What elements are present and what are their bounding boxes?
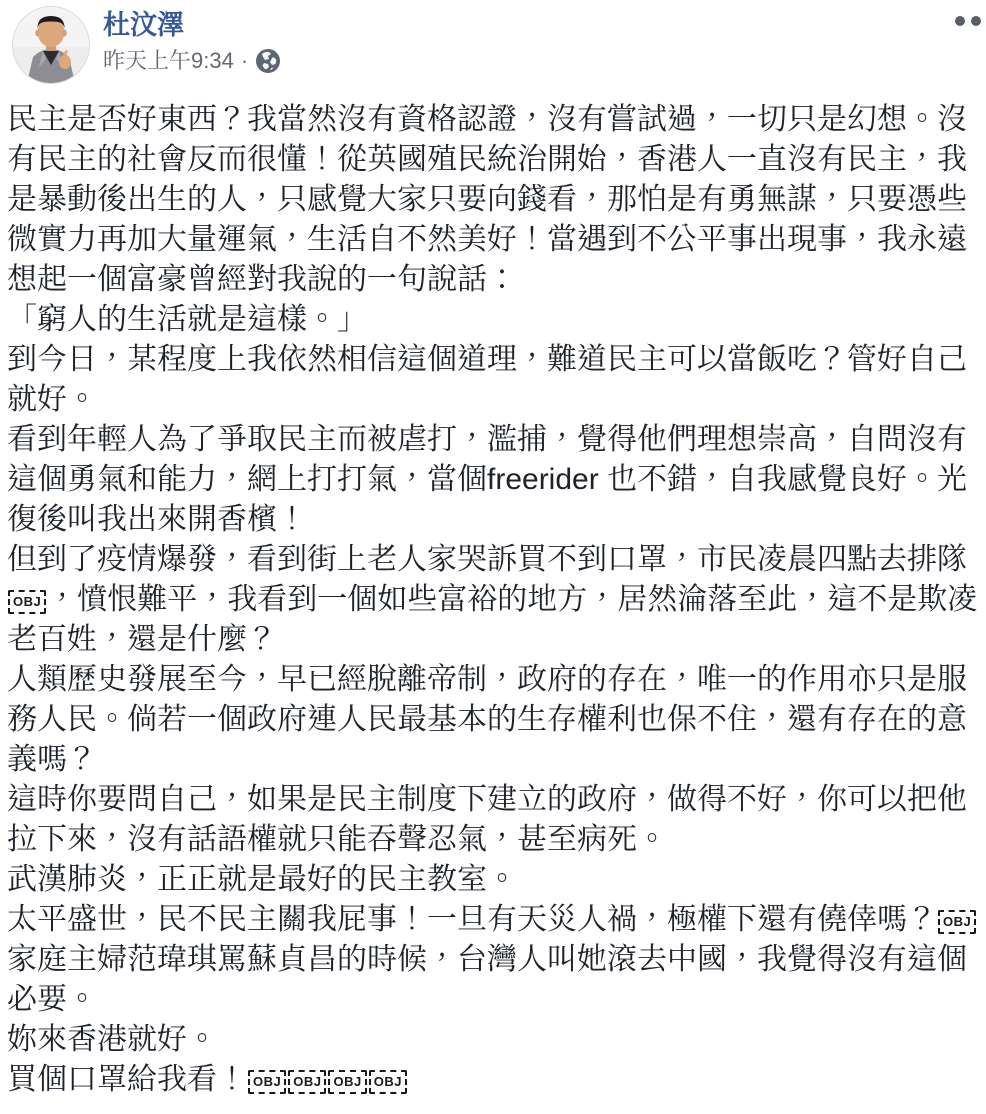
ellipsis-dot-icon — [971, 16, 981, 26]
post-paragraph: 武漢肺炎，正正就是最好的民主教室。 — [7, 863, 517, 896]
post-paragraph: 這時你要問自己，如果是民主制度下建立的政府，做得不好，你可以把他拉下來，沒有話語權就只能吞聲忍氣，甚至病死。 — [7, 783, 967, 856]
ellipsis-dot-icon — [955, 16, 965, 26]
header-meta — [103, 6, 281, 74]
post-paragraph: 「窮人的生活就是這樣。」 — [7, 303, 367, 336]
object-replacement-icon: OBJ — [248, 1070, 286, 1094]
meta-separator-dot: · — [240, 48, 249, 73]
author-name-link[interactable]: 杜汶澤 — [103, 10, 184, 40]
post-body — [0, 94, 986, 1100]
post-paragraph: 買個口罩給我看！ OBJ OBJ OBJ OBJ — [7, 1060, 979, 1100]
post-paragraph: 民主是否好東西？我當然沒有資格認證，沒有嘗試過，一切只是幻想。沒有民主的社會反而很懂！從英國殖民統治開始，香港人一直沒有民主，我是暴動後出生的人，只感覺大家只要向錢看，那怕是有勇無謀，只要憑些微實力再加大量運氣，生活自不然美好！當遇到不公平事出現事，我永遠想起一個富豪曾經對我說的一句說話： — [7, 103, 967, 296]
post-options-menu-button[interactable] — [953, 14, 983, 28]
object-replacement-icon: OBJ — [328, 1070, 366, 1094]
avatar[interactable] — [12, 6, 90, 84]
timestamp-link[interactable]: 昨天上午9:34 — [103, 48, 234, 73]
post-paragraph: 太平盛世，民不民主關我屁事！一旦有天災人禍，極權下還有僥倖嗎？ OBJ家庭主婦范瑋琪罵蘇貞昌的時候，台灣人叫她滾去中國，我覺得沒有這個必要。 — [7, 900, 979, 1020]
object-replacement-icon: OBJ — [369, 1070, 407, 1094]
post-paragraph: 但到了疫情爆發，看到街上老人家哭訴買不到口罩，市民凌晨四點去排隊OBJ ，憤恨難平，我看到一個如些富裕的地方，居然淪落至此，這不是欺凌老百姓，還是什麼？ — [7, 543, 978, 656]
post-paragraph: 人類歷史發展至今，早已經脫離帝制，政府的存在，唯一的作用亦只是服務人民。倘若一個政府連人民最基本的生存權利也保不住，還有存在的意義嗎？ — [7, 663, 967, 776]
avatar-photo-graphic — [13, 7, 89, 83]
post-header — [0, 0, 986, 94]
post-paragraph: 到今日，某程度上我依然相信這個道理，難道民主可以當飯吃？管好自己就好。 — [7, 343, 967, 416]
object-replacement-icon: OBJ — [938, 910, 976, 934]
post-meta-row — [103, 47, 281, 74]
post-paragraph: 妳來香港就好。 — [7, 1023, 217, 1056]
privacy-globe-icon — [255, 48, 281, 74]
object-replacement-icon: OBJ — [288, 1070, 326, 1094]
object-replacement-icon: OBJ — [8, 590, 46, 614]
post-paragraph: 看到年輕人為了爭取民主而被虐打，濫捕，覺得他們理想崇高，自問沒有這個勇氣和能力，網上打打氣，當個freerider 也不錯，自我感覺良好。光復後叫我出來開香檳！ — [7, 423, 968, 536]
